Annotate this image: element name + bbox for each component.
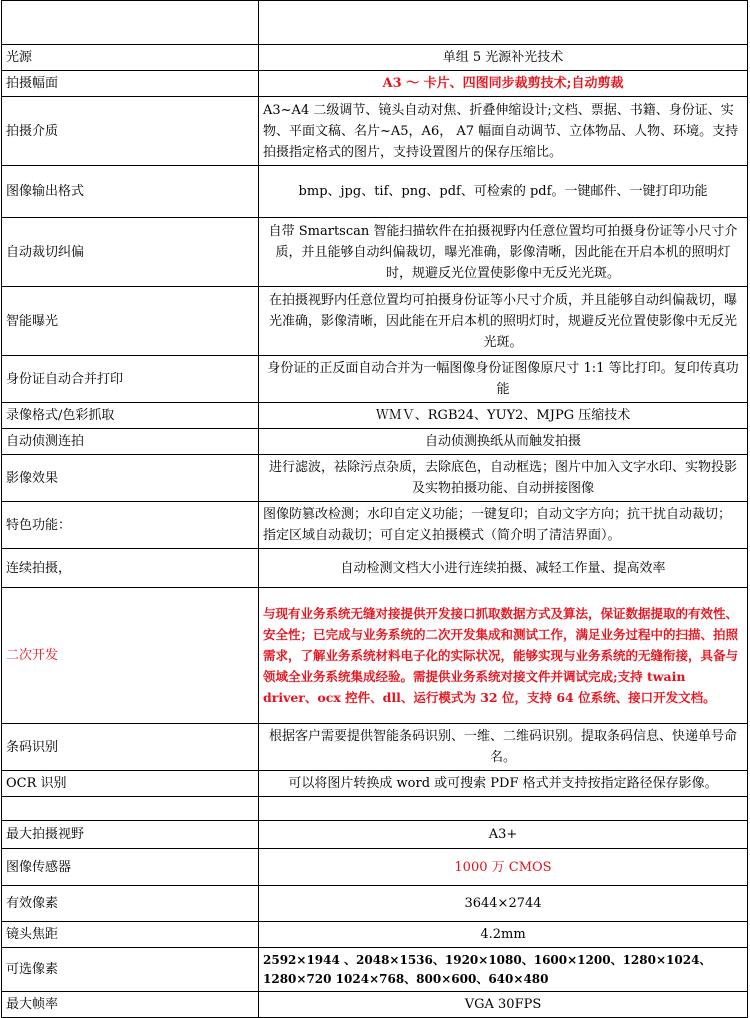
row-label: 最大帧率 — [2, 992, 259, 1018]
row-label: 自动裁切纠偏 — [2, 218, 259, 287]
table-row — [2, 1, 748, 45]
row-value: 与现有业务系统无缝对接提供开发接口抓取数据方式及算法，保证数据提取的有效性、安全性；已完成与业务系统的二次开发集成和测试工作，满足业务过程中的扫描、拍照需求，了解业务系统材料电子化的实际状况，能够实现与业务系统的无缝衔接，具备与领域全业务系统集成经验。需提供业务系统对接文件并调试完成;支持 twain driver、ocx 控件、dll、运行模式为 32 位，支持 64 位系统、接口开发文档。 — [259, 588, 748, 724]
row-label: OCR 识别 — [2, 771, 259, 797]
row-value: 身份证的正反面自动合并为一幅图像身份证图像原尺寸 1:1 等比打印。复印传真功能 — [259, 356, 748, 403]
row-value: VGA 30FPS — [259, 992, 748, 1018]
row-value: 进行滤波，祛除污点杂质，去除底色，自动框选；图片中加入文字水印、实物投影及实物拍摄功能、自动拼接图像 — [259, 455, 748, 502]
row-value: 自动侦测换纸从而触发拍摄 — [259, 429, 748, 455]
row-label: 图像传感器 — [2, 849, 259, 886]
row-label: 智能曝光 — [2, 287, 259, 356]
row-value: A3~A4 二级调节、镜头自动对焦、折叠伸缩设计;文档、票据、书籍、身份证、实物、平面文稿、名片~A5，A6， A7 幅面自动调节、立体物品、人物、环境。支持拍摄指定格式的图片，支持设置图片的保存压缩比。 — [259, 97, 748, 166]
table-row — [2, 948, 748, 992]
table-row — [2, 797, 748, 821]
row-label: 拍摄介质 — [2, 97, 259, 166]
table-row — [2, 45, 748, 71]
row-label: 图像输出格式 — [2, 166, 259, 218]
table-row — [2, 455, 748, 502]
table-row — [2, 549, 748, 588]
table-row — [2, 992, 748, 1018]
row-value: A3 ～ 卡片、四图同步裁剪技术;自动剪裁 — [259, 71, 748, 97]
table-row — [2, 97, 748, 166]
row-label: 有效像素 — [2, 886, 259, 922]
row-value — [259, 797, 748, 821]
table-row — [2, 771, 748, 797]
row-value: 可以将图片转换成 word 或可搜索 PDF 格式并支持按指定路径保存影像。 — [259, 771, 748, 797]
table-row — [2, 922, 748, 948]
table-row — [2, 886, 748, 922]
row-label: 最大拍摄视野 — [2, 821, 259, 849]
row-value: 根据客户需要提供智能条码识别、一维、二维码识别。提取条码信息、快递单号命名。 — [259, 724, 748, 771]
row-label: 可选像素 — [2, 948, 259, 992]
table-row — [2, 849, 748, 886]
table-row — [2, 166, 748, 218]
row-label — [2, 1, 259, 45]
row-label: 身份证自动合并打印 — [2, 356, 259, 403]
row-value: 4.2mm — [259, 922, 748, 948]
row-value — [259, 1, 748, 45]
row-value: 3644×2744 — [259, 886, 748, 922]
row-label: 条码识别 — [2, 724, 259, 771]
row-label: 特色功能： — [2, 502, 259, 549]
table-row — [2, 821, 748, 849]
row-label — [2, 797, 259, 821]
table-row — [2, 356, 748, 403]
row-label: 二次开发 — [2, 588, 259, 724]
row-value: 在拍摄视野内任意位置均可拍摄身份证等小尺寸介质，并且能够自动纠偏裁切，曝光准确，影像清晰，因此能在开启本机的照明灯时，规避反光位置使影像中无反光光斑。 — [259, 287, 748, 356]
table-row — [2, 724, 748, 771]
table-row — [2, 403, 748, 429]
row-value: ＷＭＶ、RGB24、YUY2、MJPG 压缩技术 — [259, 403, 748, 429]
row-label: 自动侦测连拍 — [2, 429, 259, 455]
row-label: 录像格式/色彩抓取 — [2, 403, 259, 429]
row-label: 镜头焦距 — [2, 922, 259, 948]
row-value: bmp、jpg、tif、png、pdf、可检索的 pdf。一键邮件、一键打印功能 — [259, 166, 748, 218]
row-value: 自动检测文档大小进行连续拍摄、减轻工作量、提高效率 — [259, 549, 748, 588]
row-value: 2592×1944 、2048×1536、1920×1080、1600×1200、1280×1024、1280×720 1024×768、800×600、640×480 — [259, 948, 748, 992]
row-value: 图像防篡改检测；水印自定义功能；一键复印；自动文字方向；抗干扰自动裁切；指定区域自动裁切；可自定义拍摄模式（简介明了清洁界面）。 — [259, 502, 748, 549]
row-value: 自带 Smartscan 智能扫描软件在拍摄视野内任意位置均可拍摄身份证等小尺寸介质，并且能够自动纠偏裁切，曝光准确，影像清晰，因此能在开启本机的照明灯时，规避反光位置使影像中无反光光斑。 — [259, 218, 748, 287]
table-row — [2, 287, 748, 356]
table-row — [2, 429, 748, 455]
row-label: 拍摄幅面 — [2, 71, 259, 97]
row-value: 1000 万 CMOS — [259, 849, 748, 886]
table-row — [2, 588, 748, 724]
row-value: A3+ — [259, 821, 748, 849]
table-row — [2, 218, 748, 287]
row-label: 连续拍摄， — [2, 549, 259, 588]
row-label: 光源 — [2, 45, 259, 71]
row-value: 单组 5 光源补光技术 — [259, 45, 748, 71]
spec-table — [1, 0, 748, 1018]
table-row — [2, 502, 748, 549]
table-row — [2, 71, 748, 97]
row-label: 影像效果 — [2, 455, 259, 502]
